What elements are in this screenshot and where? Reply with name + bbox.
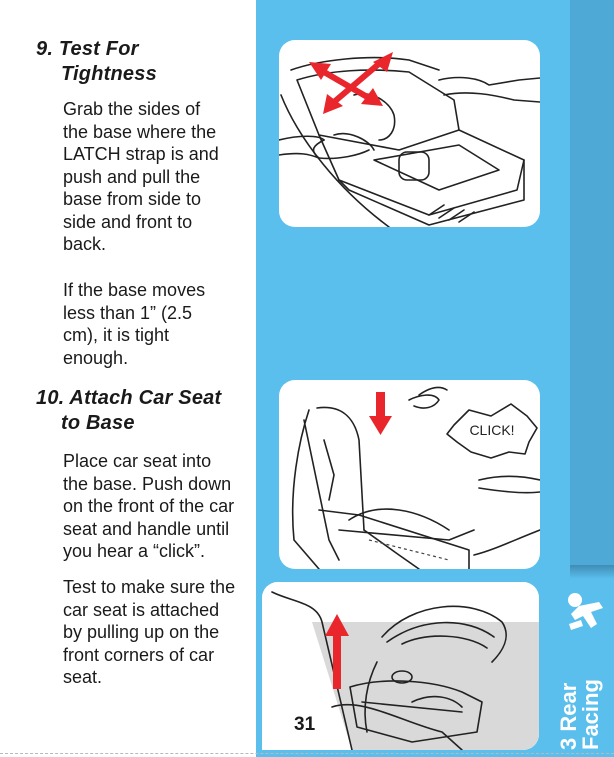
step-9-title-line1: Test For <box>58 38 139 60</box>
text-line: car seat is attached <box>63 599 220 620</box>
text-line: side and front to <box>63 211 193 232</box>
side-tab-label <box>558 615 608 750</box>
step-10-paragraph-2 <box>63 576 253 689</box>
tightness-test-illustration <box>279 40 540 227</box>
text-line: base from side to <box>63 189 202 209</box>
step-9-number: 9. <box>36 38 54 60</box>
tightness-test-drawing <box>279 40 540 227</box>
step-10-title-line2: to Base <box>61 412 135 434</box>
step-10-number: 10. <box>36 387 65 409</box>
text-line: the base where the <box>63 121 217 142</box>
text-line: front corners of car <box>63 644 215 665</box>
attach-seat-drawing <box>279 380 540 569</box>
text-line: less than 1” (2.5 <box>63 302 193 323</box>
text-line: the base. Push down <box>63 473 232 494</box>
step-9-heading <box>36 37 157 87</box>
step-9-title-line2: Tightness <box>61 63 157 85</box>
text-line: cm), it is tight <box>63 325 170 345</box>
text-line: seat. <box>63 667 103 687</box>
step-10-title-line1: Attach Car Seat <box>69 387 222 409</box>
text-line: seat and handle until <box>63 518 230 539</box>
text-line: back. <box>63 234 107 254</box>
text-line: you hear a “click”. <box>63 541 206 561</box>
text-line: push and pull the <box>63 166 201 187</box>
text-line: Test to make sure the <box>63 577 236 597</box>
side-tab-shadow <box>570 565 614 579</box>
text-line: by pulling up on the <box>63 622 220 642</box>
attach-seat-illustration <box>279 380 540 569</box>
text-line: LATCH strap is and <box>63 144 219 164</box>
step-9-paragraph-2 <box>63 279 249 369</box>
bottom-divider <box>0 753 614 754</box>
page-number: 31 <box>294 714 316 735</box>
step-9-paragraph-1 <box>63 98 249 256</box>
text-line: If the base moves <box>63 280 206 300</box>
step-10-paragraph-1 <box>63 450 253 563</box>
text-line: enough. <box>63 347 129 368</box>
side-tab-line2: Facing <box>578 679 603 750</box>
side-tab-line1: 3 Rear <box>556 682 581 750</box>
side-tab-strip <box>570 0 614 565</box>
step-10-heading <box>36 386 221 436</box>
text-line: Grab the sides of <box>63 99 201 119</box>
text-line: Place car seat into <box>63 451 212 471</box>
text-line: on the front of the car <box>63 496 235 516</box>
click-callout: CLICK! <box>469 422 515 438</box>
